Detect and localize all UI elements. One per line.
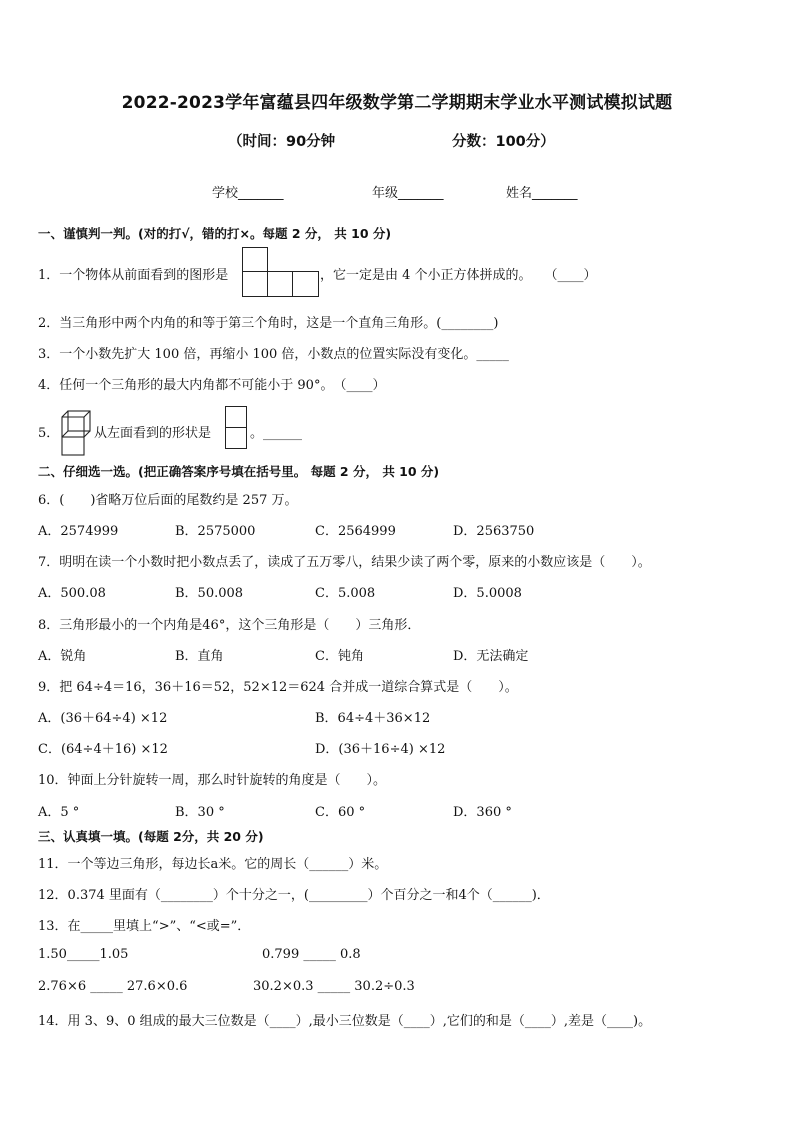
question-14: 14．用 3、9、0 组成的最大三位数是（____）,最小三位数是（____）,它们的和是（____）,差是（____)。: [38, 1014, 652, 1029]
stacked-cubes-figure: [58, 405, 94, 457]
section-2-heading: 二、仔细选一选。(把正确答案序号填在括号里。 每题 2 分， 共 10 分): [38, 464, 440, 479]
q7-option-a: A．500.08: [38, 586, 106, 601]
front-view-square-1: [242, 271, 268, 297]
q8-option-a: A．锐角: [38, 649, 87, 664]
q13-compare-4: 30.2×0.3 _____ 30.2÷0.3: [253, 979, 415, 994]
exam-score: 分数：100分）: [452, 134, 555, 150]
q13-compare-1: 1.50_____1.05: [38, 947, 129, 962]
question-5-number: 5．: [38, 426, 60, 441]
q13-compare-2: 0.799 _____ 0.8: [262, 947, 361, 962]
q10-option-c: C．60 °: [315, 805, 366, 820]
exam-time: （时间：90分钟: [228, 134, 336, 150]
question-7: 7．明明在读一个小数时把小数点丢了，读成了五万零八，结果少读了两个零，原来的小数应该是（ ）。: [38, 555, 651, 570]
question-5-text: 从左面看到的形状是: [94, 426, 212, 441]
q8-option-b: B．直角: [175, 649, 224, 664]
school-field: 学校_______: [212, 186, 284, 201]
question-1-text: 1．一个物体从前面看到的图形是: [38, 268, 229, 283]
question-2: 2．当三角形中两个内角的和等于第三个角时，这是一个直角三角形。(________): [38, 316, 499, 331]
question-10: 10．钟面上分针旋转一周，那么时针旋转的角度是（ ）。: [38, 773, 387, 788]
q7-option-b: B．50.008: [175, 586, 244, 601]
question-1-text-end: ，它一定是由 4 个小正方体拼成的。 （____）: [320, 268, 597, 283]
section-1-heading: 一、谨慎判一判。(对的打√，错的打×。每题 2 分， 共 10 分): [38, 226, 392, 241]
q9-option-c: C．(64÷4＋16) ×12: [38, 742, 168, 757]
question-13: 13．在_____里填上“>”、“<或=”．: [38, 919, 251, 934]
q10-option-d: D．360 °: [453, 805, 512, 820]
left-view-top-square: [225, 406, 247, 428]
front-view-square-3: [292, 271, 319, 297]
question-5-blank: 。______: [250, 426, 303, 441]
q7-option-d: D．5.0008: [453, 586, 522, 601]
q13-compare-3: 2.76×6 _____ 27.6×0.6: [38, 979, 188, 994]
q7-option-c: C．5.008: [315, 586, 376, 601]
q10-option-b: B．30 °: [175, 805, 225, 820]
question-9: 9．把 64÷4＝16，36＋16＝52，52×12＝624 合并成一道综合算式是（ ）。: [38, 680, 518, 695]
q10-option-a: A．5 °: [38, 805, 80, 820]
question-3: 3．一个小数先扩大 100 倍，再缩小 100 倍，小数点的位置实际没有变化。_____: [38, 347, 509, 362]
q9-option-b: B．64÷4＋36×12: [315, 711, 431, 726]
q6-option-a: A．2574999: [38, 524, 119, 539]
q8-option-d: D．无法确定: [453, 649, 529, 664]
question-4: 4．任何一个三角形的最大内角都不可能小于 90°。 （____）: [38, 378, 386, 393]
question-12: 12．0.374 里面有（________）个十分之一，(_________）个百分之一和4个（______)．: [38, 888, 550, 903]
name-field: 姓名_______: [506, 186, 578, 201]
q9-option-d: D．(36＋16÷4) ×12: [315, 742, 446, 757]
section-3-heading: 三、认真填一填。(每题 2分，共 20 分): [38, 829, 264, 844]
q8-option-c: C．钝角: [315, 649, 364, 664]
q6-option-b: B．2575000: [175, 524, 256, 539]
q6-option-d: D．2563750: [453, 524, 535, 539]
front-view-square-2: [267, 271, 293, 297]
front-view-top-square: [242, 247, 268, 272]
exam-title: 2022-2023学年富蕴县四年级数学第二学期期末学业水平测试模拟试题: [121, 93, 673, 113]
question-8: 8．三角形最小的一个内角是46°，这个三角形是（ ）三角形．: [38, 618, 421, 633]
q9-option-a: A．(36＋64÷4) ×12: [38, 711, 168, 726]
question-11: 11．一个等边三角形，每边长a米。它的周长（______）米。: [38, 857, 388, 872]
left-view-bottom-square: [225, 427, 247, 449]
question-6: 6．( )省略万位后面的尾数约是 257 万。: [38, 493, 298, 508]
q6-option-c: C．2564999: [315, 524, 396, 539]
grade-field: 年级_______: [372, 186, 444, 201]
